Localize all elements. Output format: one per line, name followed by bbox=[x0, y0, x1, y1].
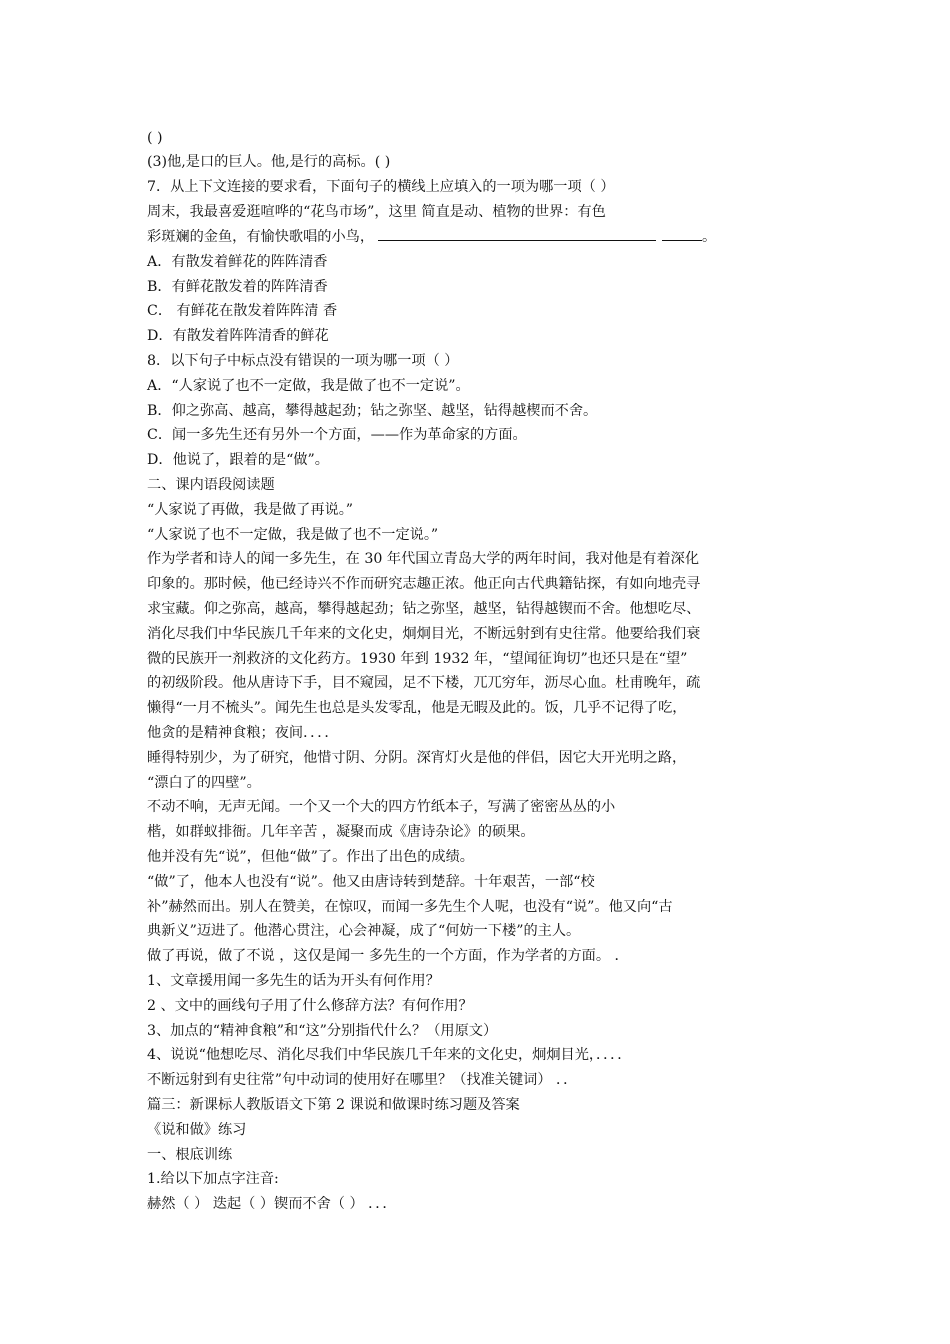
text-line: “漂白了的四壁”。 bbox=[147, 775, 261, 791]
text-line: 楷，如群蚁排衙。几年辛苦 ，凝聚而成《唐诗杂论》的硕果。 bbox=[147, 824, 535, 840]
text-line: 7．从上下文连接的要求看，下面句子的横线上应填入的一项为哪一项（ ） bbox=[147, 179, 615, 195]
text-line: 睡得特别少，为了研究，他惜寸阴、分阴。深宵灯火是他的伴侣，因它大开光明之路， bbox=[147, 750, 687, 766]
option-b: B．有鲜花散发着的阵阵清香 bbox=[147, 279, 328, 295]
option-c: C．闻一多先生还有另外一个方面，——作为革命家的方面。 bbox=[147, 427, 527, 443]
answer-blank bbox=[662, 226, 702, 241]
period-mark: 。 bbox=[702, 229, 717, 245]
text-line: 微的民族开一剂救济的文化药方。1930 年到 1932 年，“望闻征询切”也还只是在“望” bbox=[147, 651, 688, 667]
section-title: 《说和做》练习 bbox=[147, 1122, 247, 1138]
text-line: 补”赫然而出。别人在赞美，在惊叹，而闻一多先生个人呢，也没有“说”。他又向“古 bbox=[147, 899, 673, 915]
text-line: 懒得“一月不梳头”。闻先生也总是头发零乱，他是无暇及此的。饭，几乎不记得了吃， bbox=[147, 700, 687, 716]
option-d: D．有散发着阵阵清香的鲜花 bbox=[147, 328, 329, 344]
text-line: 赫然（ ） 迭起（ ）锲而不舍（ ） ．．． bbox=[147, 1196, 397, 1212]
text-line: 8．以下句子中标点没有错误的一项为哪一项（ ） bbox=[147, 353, 459, 369]
text-line: 他并没有先“说”，但他“做”了。作出了出色的成绩。 bbox=[147, 849, 474, 865]
text-line: “人家说了也不一定做，我是做了也不一定说。” bbox=[147, 527, 439, 543]
question-1: 1、文章援用闻一多先生的话为开头有何作用？ bbox=[147, 973, 440, 989]
text-line: 印象的。那时候，他已经诗兴不作而研究志趣正浓。他正向古代典籍钻探，有如向地壳寻 bbox=[147, 576, 701, 592]
text-line: 做了再说，做了不说 ，这仅是闻一 多先生的一个方面，作为学者的方面。 ． bbox=[147, 948, 629, 964]
fill-blank-line bbox=[147, 226, 716, 250]
text-line: 不断远射到有史往常”句中动词的使用好在哪里？（找准关键词） ．． bbox=[147, 1072, 578, 1088]
text-line: 他贪的是精神食粮；夜间．．．． bbox=[147, 725, 339, 741]
text-line: “做”了，他本人也没有“说”。他又由唐诗转到楚辞。十年艰苦，一部“校 bbox=[147, 874, 595, 890]
text-line: 求宝藏。仰之弥高，越高，攀得越起劲；钻之弥坚，越坚，钻得越锲而不舍。他想吃尽、 bbox=[147, 601, 701, 617]
question-3: 3、加点的“精神食粮”和“这”分别指代什么？（用原文） bbox=[147, 1023, 498, 1039]
text-line: 的初级阶段。他从唐诗下手，目不窥园，足不下楼，兀兀穷年，沥尽心血。杜甫晚年，疏 bbox=[147, 675, 701, 691]
text-line: 彩斑斓的金鱼，有愉快歌唱的小鸟， bbox=[147, 229, 375, 245]
answer-blank bbox=[378, 226, 656, 241]
text-line: 1.给以下加点字注音: bbox=[147, 1171, 279, 1187]
text-line: “人家说了再做，我是做了再说。” bbox=[147, 502, 354, 518]
text-line: (3)他,是口的巨人。他,是行的高标。( ) bbox=[147, 154, 391, 170]
question-2: 2 、文中的画线句子用了什么修辞方法？有何作用？ bbox=[147, 998, 473, 1014]
section-heading: 二、课内语段阅读题 bbox=[147, 477, 275, 493]
section-heading: 一、根底训练 bbox=[147, 1147, 233, 1163]
text-line: 典新义”迈进了。他潜心贯注，心会神凝，成了“何妨一下楼”的主人。 bbox=[147, 923, 581, 939]
text-line: 作为学者和诗人的闻一多先生，在 30 年代国立青岛大学的两年时间，我对他是有着深化 bbox=[147, 551, 700, 567]
section-heading: 篇三：新课标人教版语文下第 2 课说和做课时练习题及答案 bbox=[147, 1097, 520, 1113]
option-c: C． 有鲜花在散发着阵阵清 香 bbox=[147, 303, 338, 319]
option-a: A．“人家说了也不一定做，我是做了也不一定说”。 bbox=[147, 378, 470, 394]
text-line: 消化尽我们中华民族几千年来的文化史，炯炯目光，不断远射到有史往常。他要给我们衰 bbox=[147, 626, 701, 642]
option-b: B．仰之弥高、越高，攀得越起劲；钻之弥坚、越坚，钻得越楔而不舍。 bbox=[147, 403, 598, 419]
option-a: A．有散发着鲜花的阵阵清香 bbox=[147, 254, 328, 270]
option-d: D．他说了，跟着的是“做”。 bbox=[147, 452, 329, 468]
question-4: 4、说说“他想吃尽、消化尽我们中华民族几千年来的文化史，炯炯目光，．．．． bbox=[147, 1047, 632, 1063]
text-line: 不动不响，无声无闻。一个又一个大的四方竹纸本子，写满了密密丛丛的小 bbox=[147, 799, 616, 815]
text-line: ( ) bbox=[147, 130, 163, 146]
text-line: 周末，我最喜爱逛喧哗的“花鸟市场”，这里 简直是动、植物的世界：有色 bbox=[147, 204, 606, 220]
